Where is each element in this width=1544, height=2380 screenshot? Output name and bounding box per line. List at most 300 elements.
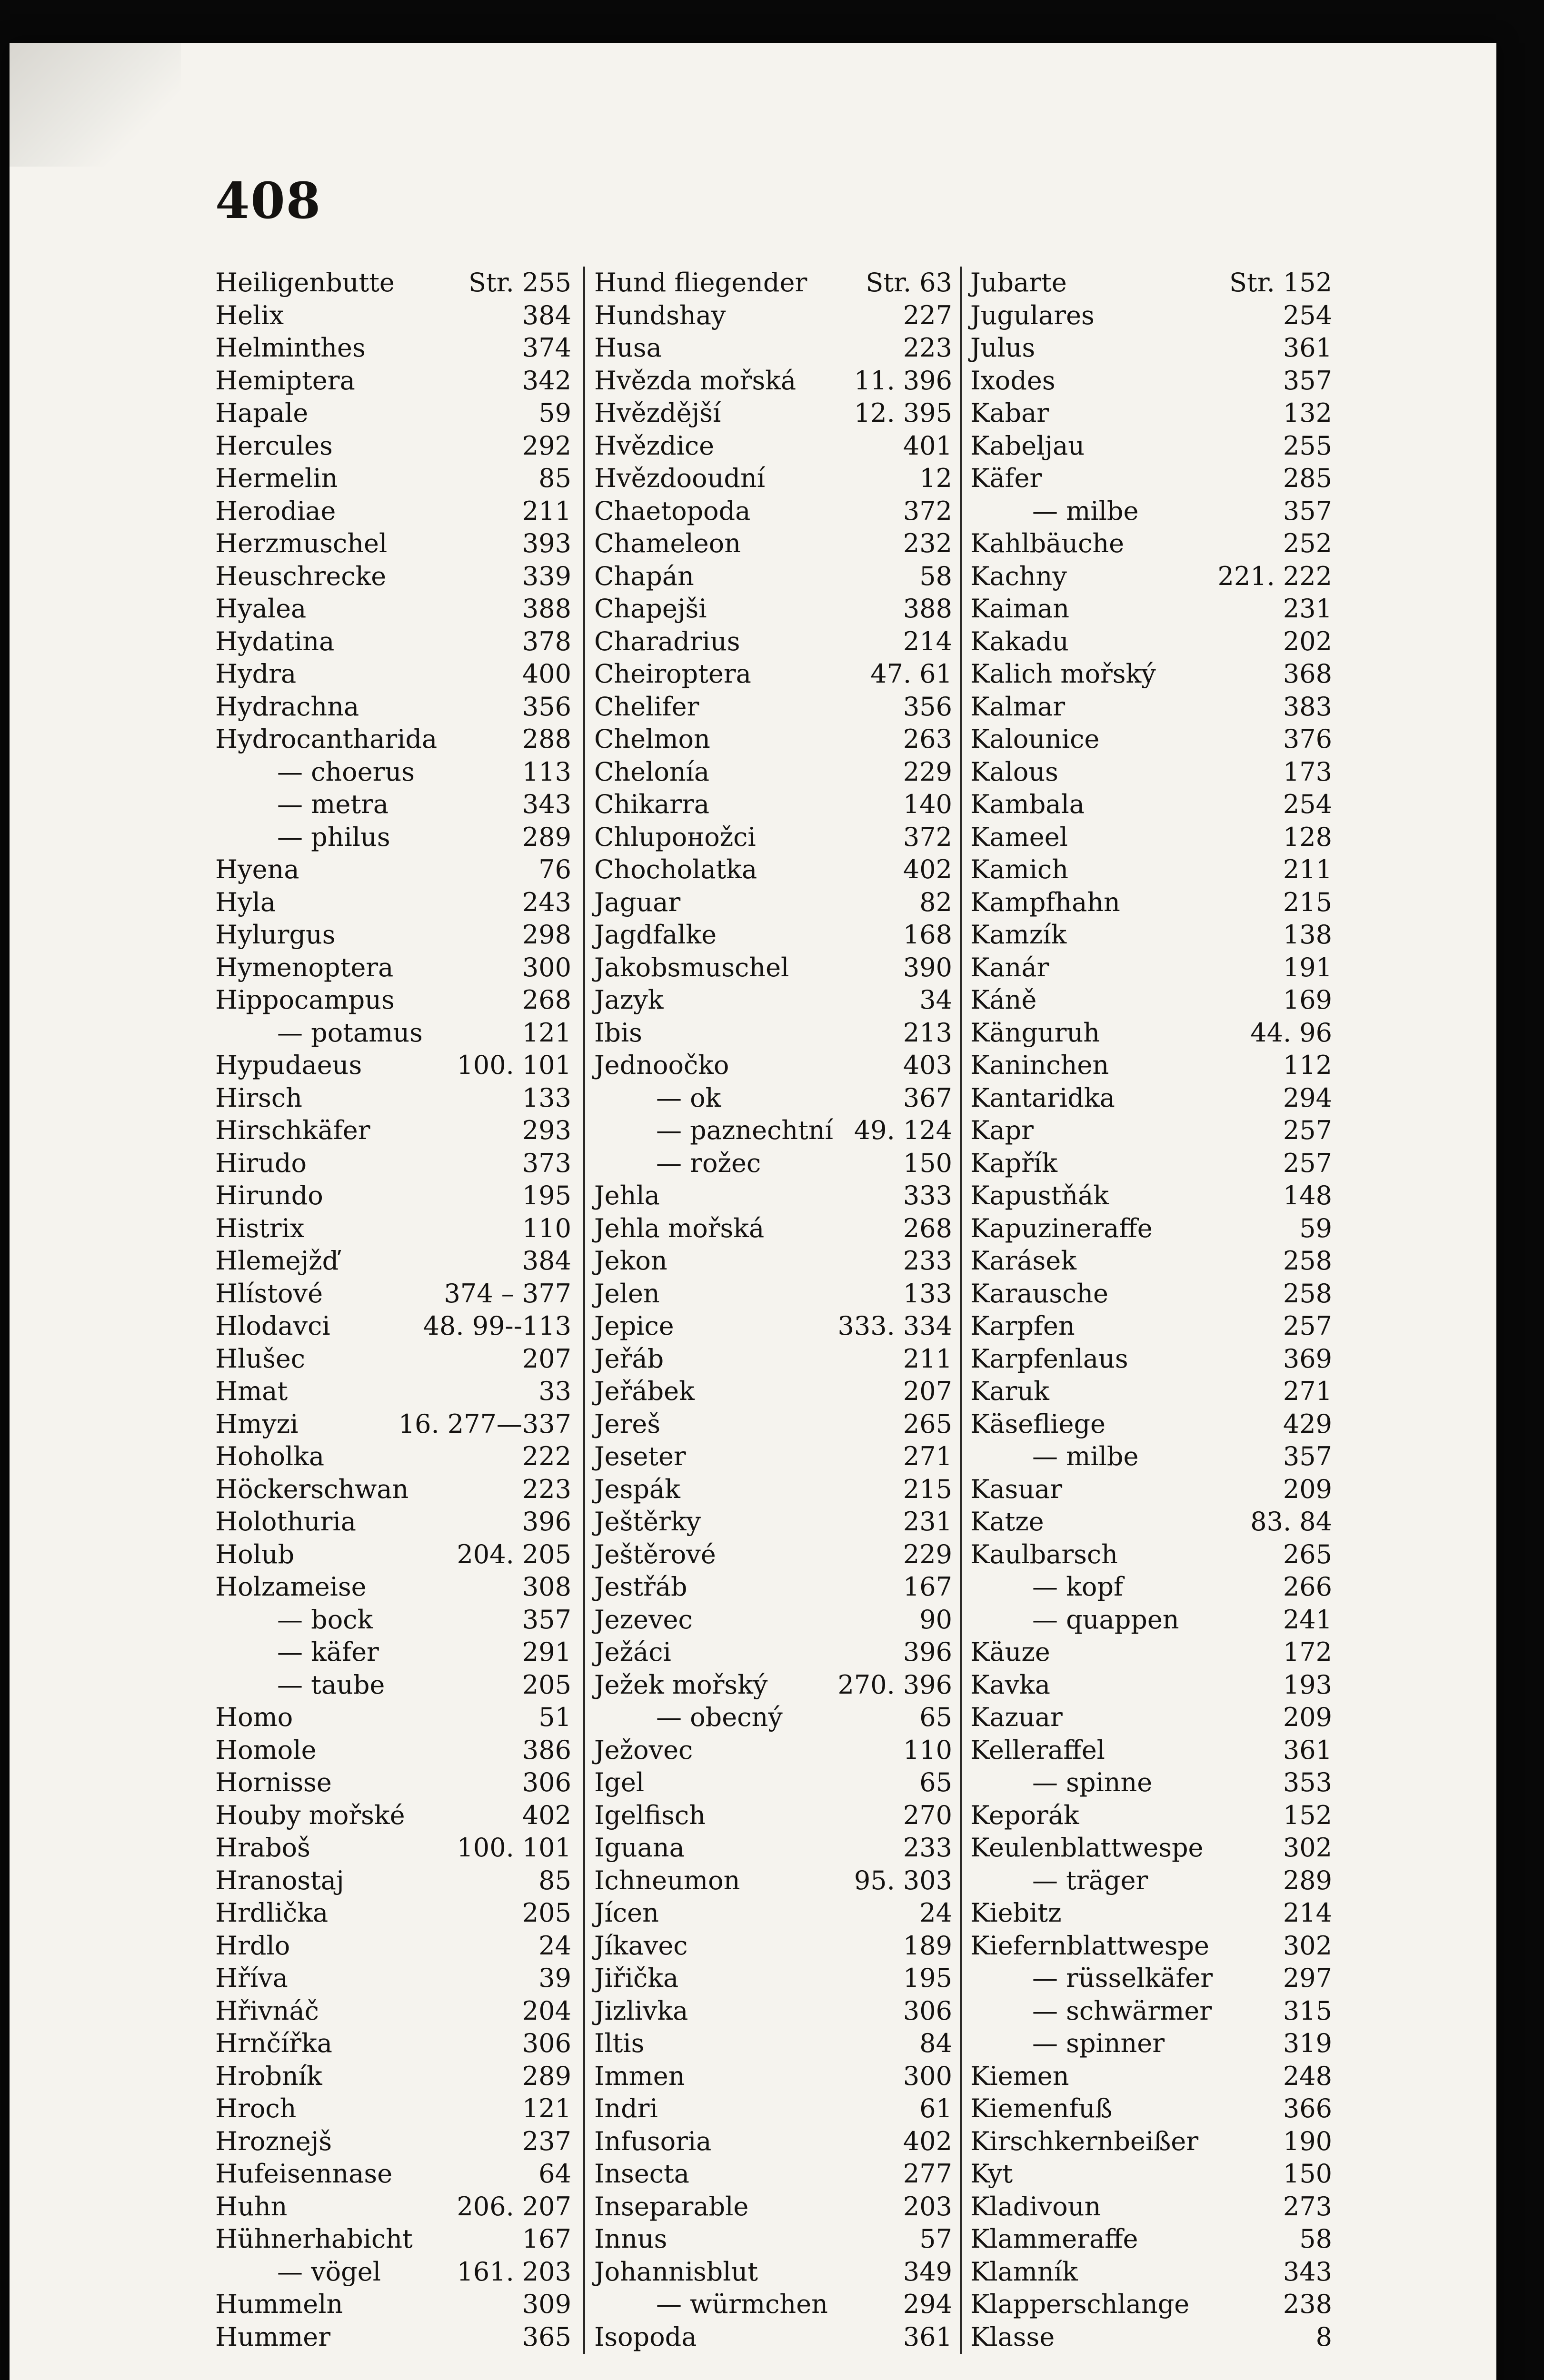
page-reference: 403	[903, 1050, 952, 1080]
page-reference: 302	[1283, 1930, 1332, 1961]
index-entry	[970, 1995, 1332, 2028]
page-reference: 372	[903, 822, 952, 852]
index-term: Chlupонožci	[594, 822, 756, 852]
index-entry	[594, 1962, 952, 1995]
index-term: Hyalea	[215, 594, 307, 624]
index-term: Jehla	[594, 1180, 660, 1210]
page-reference: 393	[522, 528, 571, 558]
index-term: Hříva	[215, 1963, 288, 1993]
index-entry	[594, 2256, 952, 2289]
index-term: Chikarra	[594, 789, 710, 819]
page-reference: 401	[903, 430, 952, 461]
index-term: Hranostaj	[215, 1865, 344, 1895]
index-term: Kambala	[970, 789, 1085, 819]
page-reference: 306	[522, 1767, 571, 1797]
index-term: Klamník	[970, 2256, 1078, 2287]
index-term: Homole	[215, 1735, 317, 1765]
index-entry	[970, 2321, 1332, 2354]
index-entry	[215, 2060, 571, 2093]
page-reference: 121	[522, 1017, 571, 1048]
index-term: Hvězdice	[594, 430, 715, 461]
index-term: Indri	[594, 2093, 658, 2123]
index-entry	[215, 1114, 571, 1147]
index-term: Kantaridka	[970, 1082, 1115, 1113]
page-reference: 376	[1283, 724, 1332, 754]
index-entry	[215, 332, 571, 365]
page-reference: 100. 101	[457, 1050, 571, 1080]
index-entry	[215, 1930, 571, 1963]
page-reference: 227	[903, 300, 952, 330]
page-reference: 169	[1283, 985, 1332, 1015]
page-reference: 140	[903, 789, 952, 819]
page-reference: 231	[1283, 594, 1332, 624]
index-term: Helminthes	[215, 333, 366, 363]
page-reference: 16. 277—337	[398, 1408, 571, 1439]
index-term: — obecný	[656, 1702, 783, 1732]
index-term: Jereš	[594, 1408, 661, 1439]
index-term: — milbe	[1032, 496, 1139, 526]
index-term: Houby mořské	[215, 1800, 405, 1830]
page-reference: 288	[522, 724, 571, 754]
index-term: Jaguar	[594, 887, 681, 917]
index-term: Káně	[970, 985, 1037, 1015]
page-reference: 292	[522, 430, 571, 461]
index-entry	[594, 821, 952, 854]
index-term: Hund fliegender	[594, 268, 807, 298]
page-reference: 233	[903, 1833, 952, 1863]
page-reference: 241	[1283, 1604, 1332, 1635]
index-entry	[970, 886, 1332, 919]
index-entry	[215, 527, 571, 560]
page-reference: 294	[1283, 1082, 1332, 1113]
index-entry	[215, 560, 571, 593]
index-column-3	[970, 267, 1332, 2353]
index-entry	[215, 1734, 571, 1767]
page-reference: 24	[919, 1898, 952, 1928]
index-entry	[594, 1278, 952, 1310]
index-entry	[594, 853, 952, 886]
index-term: Karpfenlaus	[970, 1343, 1128, 1374]
index-term: Klapperschlange	[970, 2289, 1190, 2319]
page-reference: 211	[903, 1343, 952, 1374]
index-term: Heuschrecke	[215, 561, 387, 591]
page-reference: 400	[522, 659, 571, 689]
index-term: Hornisse	[215, 1767, 332, 1797]
index-term: Hyena	[215, 854, 299, 884]
column-divider-1	[583, 267, 585, 2354]
index-entry	[594, 2060, 952, 2093]
page-reference: 90	[919, 1604, 952, 1635]
page-reference: 231	[903, 1507, 952, 1537]
index-entry	[970, 1538, 1332, 1571]
index-term: Kaulbarsch	[970, 1539, 1118, 1569]
index-entry	[215, 1962, 571, 1995]
page-reference: 85	[538, 1865, 571, 1895]
index-term: Kamzík	[970, 920, 1067, 950]
index-entry	[970, 2060, 1332, 2093]
index-term: Jednoočko	[594, 1050, 729, 1080]
index-entry	[594, 2158, 952, 2191]
index-entry	[215, 365, 571, 397]
index-term: Jugulares	[970, 300, 1095, 330]
index-term: Kiebitz	[970, 1898, 1062, 1928]
page-reference: 300	[522, 952, 571, 982]
index-term: Jehla mořská	[594, 1213, 765, 1243]
page-reference: 191	[1283, 952, 1332, 982]
index-entry	[594, 2223, 952, 2256]
index-term: Innus	[594, 2224, 667, 2254]
page-reference: 384	[522, 1246, 571, 1276]
index-term: Kirschkernbeißer	[970, 2126, 1199, 2156]
index-term: Jagdfalke	[594, 920, 717, 950]
index-entry	[970, 853, 1332, 886]
index-entry	[215, 756, 571, 789]
index-term: — kopf	[1032, 1572, 1123, 1602]
page-reference: 270. 396	[837, 1669, 952, 1700]
page-reference: 429	[1283, 1408, 1332, 1439]
index-term: Ježovec	[594, 1735, 693, 1765]
index-entry	[594, 756, 952, 789]
page-reference: 214	[1283, 1898, 1332, 1928]
index-entry	[594, 1147, 952, 1180]
index-entry	[970, 267, 1332, 299]
index-entry	[215, 1571, 571, 1604]
page-number: 408	[215, 171, 322, 230]
index-term: Jekon	[594, 1246, 667, 1276]
index-entry	[594, 2288, 952, 2321]
page-reference: 61	[919, 2093, 952, 2123]
index-term: Isopoda	[594, 2321, 697, 2352]
index-entry	[594, 267, 952, 299]
page-reference: 148	[1283, 1180, 1332, 1210]
index-entry	[594, 593, 952, 625]
page-reference: 361	[903, 2321, 952, 2352]
index-term: Keporák	[970, 1800, 1079, 1830]
page-reference: 121	[522, 2093, 571, 2123]
index-entry	[970, 756, 1332, 789]
index-term: Kampfhahn	[970, 887, 1120, 917]
index-term: Hemiptera	[215, 365, 355, 396]
index-term: Käfer	[970, 463, 1042, 493]
page-reference: 84	[919, 2028, 952, 2058]
index-entry	[970, 1082, 1332, 1115]
page-reference: 48. 99--113	[423, 1311, 571, 1341]
index-term: Jíkavec	[594, 1930, 688, 1961]
index-entry	[970, 1864, 1332, 1897]
folded-page-corner	[10, 43, 181, 167]
index-entry	[215, 2223, 571, 2256]
page-reference: 309	[522, 2289, 571, 2319]
index-entry	[215, 853, 571, 886]
page-reference: 133	[903, 1278, 952, 1309]
page-reference: 238	[1283, 2289, 1332, 2319]
index-term: Kyt	[970, 2159, 1013, 2189]
index-entry	[215, 1408, 571, 1441]
index-term: Känguruh	[970, 1017, 1100, 1048]
index-entry	[970, 2125, 1332, 2158]
index-term: — quappen	[1032, 1604, 1179, 1635]
page-reference: 222	[522, 1441, 571, 1471]
index-entry	[970, 397, 1332, 430]
page-reference: 205	[522, 1898, 571, 1928]
page-reference: 12	[919, 463, 952, 493]
index-entry	[215, 1766, 571, 1799]
page-reference: 64	[538, 2159, 571, 2189]
index-term: Jeřáb	[594, 1343, 664, 1374]
index-term: Ixodes	[970, 365, 1056, 396]
index-entry	[594, 1864, 952, 1897]
page-reference: 333	[903, 1180, 952, 1210]
index-entry	[970, 984, 1332, 1017]
index-entry	[594, 1701, 952, 1734]
index-term: Höckerschwan	[215, 1474, 409, 1504]
index-term: Jelen	[594, 1278, 660, 1309]
index-term: Jespák	[594, 1474, 680, 1504]
index-entry	[215, 1799, 571, 1832]
page-reference: 207	[522, 1343, 571, 1374]
page-reference: 368	[1283, 659, 1332, 689]
index-entry	[594, 788, 952, 821]
page-reference: 229	[903, 756, 952, 787]
page-reference: 59	[1299, 1213, 1332, 1243]
index-term: Hercules	[215, 430, 333, 461]
index-term: Jizlivka	[594, 1995, 688, 2026]
page-reference: 357	[522, 1604, 571, 1635]
page-reference: 266	[1283, 1572, 1332, 1602]
index-entry	[215, 984, 571, 1017]
page-reference: 229	[903, 1539, 952, 1569]
index-term: Herodiae	[215, 496, 336, 526]
page-reference: 372	[903, 496, 952, 526]
index-term: Kabar	[970, 398, 1049, 428]
index-term: Kelleraffel	[970, 1735, 1105, 1765]
index-entry	[215, 1636, 571, 1669]
page-reference: 367	[903, 1082, 952, 1113]
index-entry	[970, 1734, 1332, 1767]
index-term: Cheiroptera	[594, 659, 751, 689]
page-reference: 302	[1283, 1833, 1332, 1863]
index-term: — potamus	[277, 1017, 423, 1048]
page-reference: 113	[522, 756, 571, 787]
index-entry	[594, 886, 952, 919]
index-entry	[970, 365, 1332, 397]
page-reference: 268	[903, 1213, 952, 1243]
page-reference: Str. 255	[468, 268, 571, 298]
index-entry	[594, 560, 952, 593]
index-term: Chapejši	[594, 594, 707, 624]
index-term: Chaetopoda	[594, 496, 751, 526]
index-entry	[215, 267, 571, 299]
index-entry	[594, 495, 952, 528]
page-reference: 374	[522, 333, 571, 363]
index-entry	[970, 1930, 1332, 1963]
index-entry	[215, 1310, 571, 1343]
page-reference: 12. 395	[854, 398, 952, 428]
index-term: Holothuria	[215, 1507, 356, 1537]
page-reference: 128	[1283, 822, 1332, 852]
index-entry	[215, 299, 571, 332]
index-entry	[970, 593, 1332, 625]
index-entry	[215, 397, 571, 430]
index-term: Hlemejžď	[215, 1246, 339, 1276]
page-reference: 294	[903, 2289, 952, 2319]
page-reference: 150	[903, 1148, 952, 1178]
index-entry	[594, 1049, 952, 1082]
index-entry	[594, 1408, 952, 1441]
index-term: Ještěrky	[594, 1507, 701, 1537]
page-reference: 214	[903, 626, 952, 656]
index-term: — käfer	[277, 1637, 379, 1667]
index-entry	[970, 788, 1332, 821]
index-term: Hymenoptera	[215, 952, 394, 982]
index-term: Hrdlo	[215, 1930, 290, 1961]
index-entry	[594, 2125, 952, 2158]
page-reference: 205	[522, 1669, 571, 1700]
page-reference: 189	[903, 1930, 952, 1961]
index-term: Huhn	[215, 2191, 288, 2221]
page-reference: 133	[522, 1082, 571, 1113]
index-entry	[970, 1278, 1332, 1310]
page-reference: 47. 61	[870, 659, 952, 689]
index-entry	[594, 397, 952, 430]
page-reference: 195	[903, 1963, 952, 1993]
index-term: — taube	[277, 1669, 385, 1700]
index-term: Hermelin	[215, 463, 338, 493]
page-reference: 289	[1283, 1865, 1332, 1895]
page-reference: 353	[1283, 1767, 1332, 1797]
index-entry	[970, 2191, 1332, 2223]
page-reference: 357	[1283, 1441, 1332, 1471]
index-term: Kamich	[970, 854, 1069, 884]
index-term: Kiemenfuß	[970, 2093, 1113, 2123]
index-entry	[215, 1375, 571, 1408]
page-reference: 215	[1283, 887, 1332, 917]
index-entry	[594, 625, 952, 658]
index-entry	[594, 1310, 952, 1343]
index-term: Ichneumon	[594, 1865, 740, 1895]
index-entry	[215, 691, 571, 724]
page-reference: 257	[1283, 1311, 1332, 1341]
index-term: Hirudo	[215, 1148, 307, 1178]
index-entry	[594, 1473, 952, 1506]
index-term: Jakobsmuschel	[594, 952, 789, 982]
page-reference: 138	[1283, 920, 1332, 950]
index-entry	[970, 527, 1332, 560]
index-term: Hmat	[215, 1376, 288, 1406]
index-term: Infusoria	[594, 2126, 712, 2156]
index-entry	[215, 1278, 571, 1310]
index-entry	[594, 332, 952, 365]
page-reference: 306	[522, 2028, 571, 2058]
index-entry	[594, 430, 952, 463]
index-term: Käsefliege	[970, 1408, 1106, 1439]
index-entry	[215, 1180, 571, 1212]
index-term: Katze	[970, 1507, 1044, 1537]
page-reference: 349	[903, 2256, 952, 2287]
page-reference: 365	[522, 2321, 571, 2352]
index-term: Kapustňák	[970, 1180, 1109, 1210]
index-entry	[215, 1049, 571, 1082]
page-reference: 232	[903, 528, 952, 558]
index-entry	[970, 1636, 1332, 1669]
index-entry	[594, 1440, 952, 1473]
index-term: Hylurgus	[215, 920, 336, 950]
index-term: Johannisblut	[594, 2256, 758, 2287]
index-entry	[594, 2191, 952, 2223]
index-entry	[594, 1082, 952, 1115]
index-entry	[215, 2125, 571, 2158]
page-reference: 39	[538, 1963, 571, 1993]
page-reference: 213	[903, 1017, 952, 1048]
page-reference: 255	[1283, 430, 1332, 461]
page-reference: 388	[903, 594, 952, 624]
index-term: Karpfen	[970, 1311, 1075, 1341]
index-term: Hummer	[215, 2321, 331, 2352]
page-reference: 257	[1283, 1115, 1332, 1145]
index-term: Jeřábek	[594, 1376, 695, 1406]
index-term: Hvězdější	[594, 398, 721, 428]
index-entry	[594, 1636, 952, 1669]
page-reference: 58	[1299, 2224, 1332, 2254]
index-term: Hroznejš	[215, 2126, 332, 2156]
page-reference: 308	[522, 1572, 571, 1602]
page-reference: 76	[538, 854, 571, 884]
index-term: — philus	[277, 822, 390, 852]
index-entry	[970, 2158, 1332, 2191]
book-page	[10, 43, 1496, 2380]
index-entry	[215, 2256, 571, 2289]
index-term: Helix	[215, 300, 284, 330]
index-term: Kladivoun	[970, 2191, 1101, 2221]
page-reference: 374 – 377	[444, 1278, 571, 1309]
index-entry	[970, 723, 1332, 756]
page-reference: 44. 96	[1250, 1017, 1332, 1048]
page-reference: 202	[1283, 626, 1332, 656]
index-entry	[970, 952, 1332, 984]
index-term: Chelmon	[594, 724, 710, 754]
page-reference: 396	[522, 1507, 571, 1537]
index-entry	[970, 1473, 1332, 1506]
index-term: Hydrachna	[215, 691, 359, 722]
index-entry	[215, 1604, 571, 1636]
page-reference: 383	[1283, 691, 1332, 722]
index-term: Hydra	[215, 659, 297, 689]
index-term: Keulenblattwespe	[970, 1833, 1204, 1863]
column-divider-2	[960, 267, 962, 2354]
index-entry	[970, 2092, 1332, 2125]
index-term: Immen	[594, 2061, 685, 2091]
index-entry	[970, 299, 1332, 332]
index-entry	[215, 788, 571, 821]
index-term: Ještěrové	[594, 1539, 716, 1569]
index-entry	[215, 1473, 571, 1506]
index-term: Homo	[215, 1702, 293, 1732]
index-entry	[215, 2321, 571, 2354]
index-entry	[215, 593, 571, 625]
page-reference: 357	[1283, 496, 1332, 526]
index-term: Jestřáb	[594, 1572, 687, 1602]
page-reference: 254	[1283, 789, 1332, 819]
page-reference: 223	[903, 333, 952, 363]
index-term: Kapřík	[970, 1148, 1057, 1178]
index-term: Kaninchen	[970, 1050, 1109, 1080]
index-entry	[215, 2158, 571, 2191]
index-term: Hrdlička	[215, 1898, 329, 1928]
page-reference: 361	[1283, 333, 1332, 363]
index-term: Jazyk	[594, 985, 664, 1015]
index-term: Charadrius	[594, 626, 740, 656]
index-entry	[970, 821, 1332, 854]
